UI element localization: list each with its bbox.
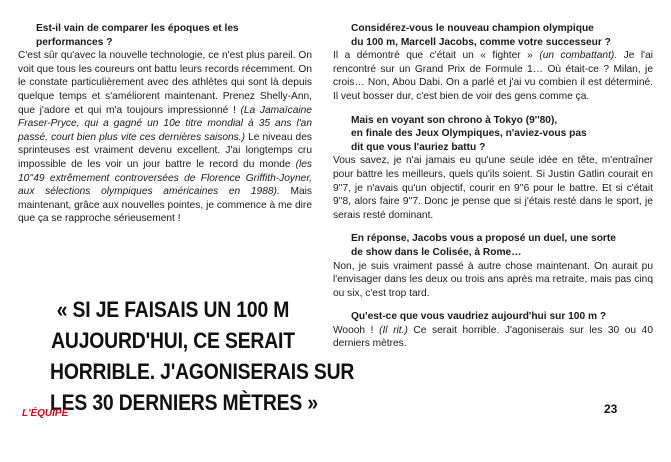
lequipe-logo <box>22 406 68 418</box>
question-3: Mais en voyant son chrono à Tokyo (9''80), en finale des Jeux Olympiques, n'aviez-vous pas dit que vous l'auriez battu ? <box>351 114 587 153</box>
question-5: Qu'est-ce que vous vaudriez aujourd'hui sur 100 m ? <box>351 311 607 323</box>
page-number: 23 <box>604 402 618 416</box>
right-column <box>333 22 653 351</box>
answer-2: Il a démontré que c'était un « fighter » (un combattant). Je l'ai rencontré sur un Grand Prix de Formule 1… Où était-ce ? Milan, je crois… Non, Abou Dabi. On a parlé et j'ai vu combien il est déterminé. Il veut bosser dur, c'est bien de voir des gens comme ça. <box>333 50 653 102</box>
pull-quote: « SI JE FAISAIS UN 100 M AUJOURD'HUI, CE SERAIT HORRIBLE. J'AGONISERAIS SUR LES 30 DERNIERS MÈTRES » <box>50 297 355 415</box>
logo-text: L'ÉQUIPE <box>22 408 68 418</box>
answer-1: C'est sûr qu'avec la nouvelle technologie, ce n'est plus pareil. On voit que tous les coureurs ont battu leurs records récemment. On le constate particulièrement avec des athlètes qui sont là depuis quelque temps et s'améliorent maintenant. Prenez Shelly-Ann, que j'adore et qui m'a toujours impressionné ! (La Jamaïcaine Fraser-Pryce, qui a gagné un 10e titre mondial à 35 ans l'an passé, court bien plus vite ces dernières saisons.) Le niveau des sprinteuses est vraiment devenu excellent. J'ai longtemps cru impossible de les voir un jour battre le record du monde (les 10''49 extrêmement controversées de Florence Griffith-Joyner, aux sélections olympiques américaines en 1988). Mais maintenant, grâce aux nouvelles pointes, je commence à me dire que ça se rapproche sérieusement ! <box>18 50 312 225</box>
answer-4: Non, je suis vraiment passé à autre chose maintenant. On aurait pu l'envisager dans les deux ou trois ans après ma retraite, mais pas cinq ou six, c'est trop tard. <box>333 260 653 299</box>
question-4: En réponse, Jacobs vous a proposé un duel, une sorte de show dans le Colisée, à Rome… <box>351 233 616 258</box>
question-2: Considérez-vous le nouveau champion olympique du 100 m, Marcell Jacobs, comme votre successeur ? <box>351 23 611 48</box>
answer-5: Woooh ! (Il rit.) Ce serait horrible. J'agoniserais sur les 30 ou 40 derniers mètres. <box>333 324 653 350</box>
answer-3: Vous savez, je n'ai jamais eu qu'une seule idée en tête, m'entraîner pour battre les meilleurs, quels qu'ils soient. Si Justin Gatlin courait en 9''7, je n'avais qu'un objectif, courir en 9''6 pour le battre. Et si c'était 9''8, alors faire 9''7. Donc je pense que si j'étais resté dans le sport, je serais resté dominant. <box>333 155 653 221</box>
left-column <box>18 22 312 226</box>
question-1: Est-il vain de comparer les époques et les performances ? <box>36 23 239 48</box>
